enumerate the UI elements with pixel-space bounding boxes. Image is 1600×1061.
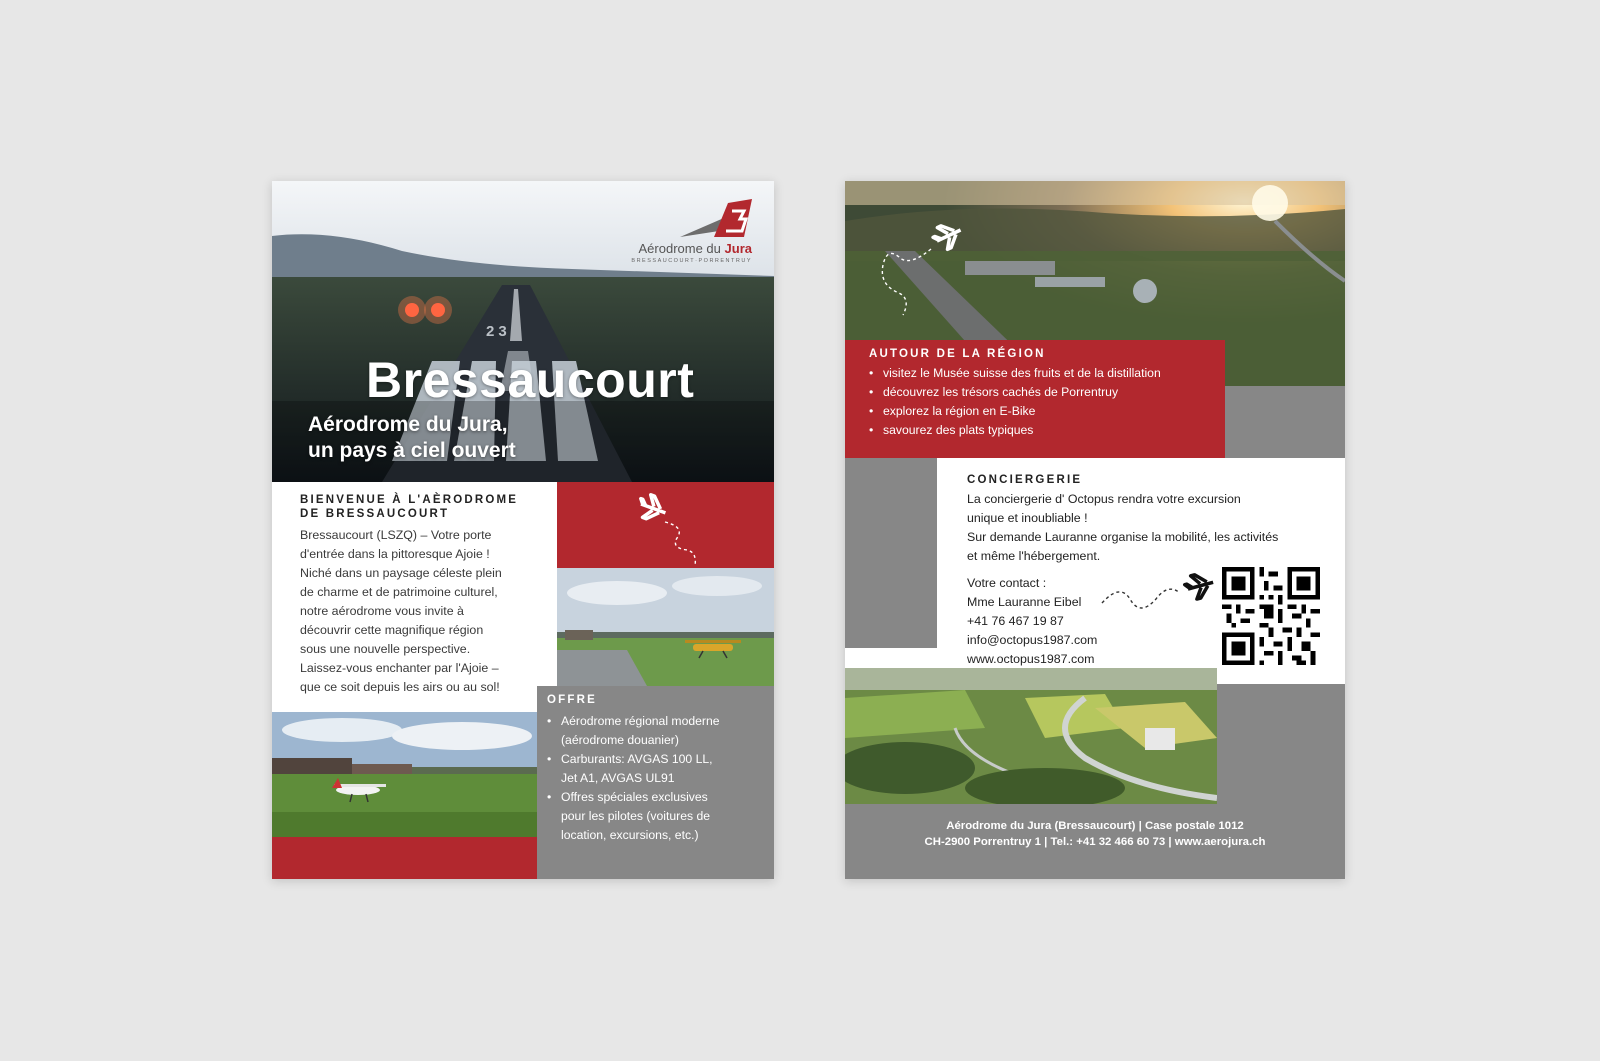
welcome-line: découvrir cette magnifique région (300, 623, 484, 637)
offer-item-text: • Aérodrome régional moderne (561, 714, 720, 728)
contact-label: Votre contact : (967, 576, 1047, 590)
welcome-section (300, 494, 550, 697)
flyer-front-page (272, 181, 774, 879)
logo-name: Aérodrome du (638, 241, 721, 256)
red-footer-band (272, 837, 537, 879)
grass-airfield-photo (272, 712, 537, 837)
concierge-heading: CONCIERGERIE (967, 474, 1083, 486)
welcome-line: Laissez-vous enchanter par l'Ajoie – (300, 661, 499, 675)
red-accent-block (557, 482, 774, 568)
hero-title: Bressaucourt (366, 352, 695, 408)
offer-item-text: pour les pilotes (voitures de (561, 809, 711, 823)
concierge-text: et même l'hébergement. (967, 549, 1101, 563)
airplane-icon (859, 215, 989, 325)
logo-name-accent: Jura (724, 241, 752, 256)
offer-item (547, 750, 767, 788)
aerodrome-logo (602, 199, 752, 264)
welcome-line: que ce soit depuis les airs ou au sol! (300, 680, 500, 694)
region-heading: AUTOUR DE LA RÉGION (869, 348, 1046, 360)
runway-number: 23 (486, 323, 511, 340)
welcome-line: Niché dans un paysage céleste plein (300, 566, 502, 580)
welcome-heading-line-1: BIENVENUE À L'AÈRODROME (300, 494, 519, 506)
welcome-line: notre aérodrome vous invite à (300, 604, 464, 618)
region-item: • explorez la région en E-Bike (869, 402, 1219, 421)
offer-item (547, 712, 767, 750)
offer-item-text: • Carburants: AVGAS 100 LL, (561, 752, 713, 766)
flight-path-line (665, 522, 695, 566)
logo-subline: BRESSAUCOURT·PORRENTRUY (631, 258, 752, 264)
concierge-text: Sur demande Lauranne organise la mobilité, les activités (967, 530, 1279, 544)
offer-item-text: • Offres spéciales exclusives (561, 790, 708, 804)
region-list (869, 364, 1219, 440)
concierge-text: unique et inoubliable ! (967, 511, 1088, 525)
contact-website[interactable]: www.octopus1987.com (967, 652, 1095, 666)
contact-name: Mme Lauranne Eibel (967, 595, 1082, 609)
airplane-icon (625, 482, 725, 568)
offer-heading: OFFRE (547, 694, 597, 706)
region-item: • savourez des plats typiques (869, 421, 1219, 440)
offer-item-text: (aérodrome douanier) (561, 733, 679, 747)
grey-side-block (845, 458, 937, 648)
offer-item-text: location, excursions, etc.) (561, 828, 699, 842)
grey-accent-block (1225, 386, 1345, 458)
offer-list (547, 712, 767, 845)
apron-aircraft-photo (557, 568, 774, 686)
footer-address-line: Aérodrome du Jura (Bressaucourt) | Case postale 1012 (946, 820, 1244, 832)
footer (845, 804, 1345, 879)
offer-item-text: Jet A1, AVGAS UL91 (561, 771, 675, 785)
concierge-text: La conciergerie d' Octopus rendra votre excursion (967, 492, 1241, 506)
welcome-line: d'entrée dans la pittoresque Ajoie ! (300, 547, 490, 561)
region-section (845, 340, 1225, 458)
offer-section (537, 686, 774, 879)
contact-email[interactable]: info@octopus1987.com (967, 633, 1098, 647)
hero-subtitle-line-1: Aérodrome du Jura, (308, 413, 508, 436)
aerial-viaduct-photo (845, 668, 1217, 804)
logo-wing-icon (680, 199, 752, 239)
flight-path-line (882, 249, 931, 315)
welcome-line: Bressaucourt (LSZQ) – Votre porte (300, 528, 492, 542)
region-item: • découvrez les trésors cachés de Porrentruy (869, 383, 1219, 402)
welcome-body (300, 526, 550, 697)
hero-subtitle-line-2: un pays à ciel ouvert (308, 439, 516, 462)
airplane-icon (1100, 563, 1220, 623)
contact-phone: +41 76 467 19 87 (967, 614, 1064, 628)
welcome-heading-line-2: DE BRESSAUCOURT (300, 508, 450, 520)
offer-item (547, 788, 767, 845)
flight-path-line (1102, 589, 1180, 608)
grey-accent-block (1217, 684, 1345, 804)
flyer-back-page (845, 181, 1345, 879)
welcome-line: de charme et de patrimoine culturel, (300, 585, 498, 599)
region-item: • visitez le Musée suisse des fruits et de la distillation (869, 364, 1219, 383)
footer-contact-line: CH-2900 Porrentruy 1 | Tel.: +41 32 466 60 73 | www.aerojura.ch (924, 836, 1266, 848)
qr-code[interactable] (1222, 567, 1320, 665)
welcome-line: sous une nouvelle perspective. (300, 642, 471, 656)
